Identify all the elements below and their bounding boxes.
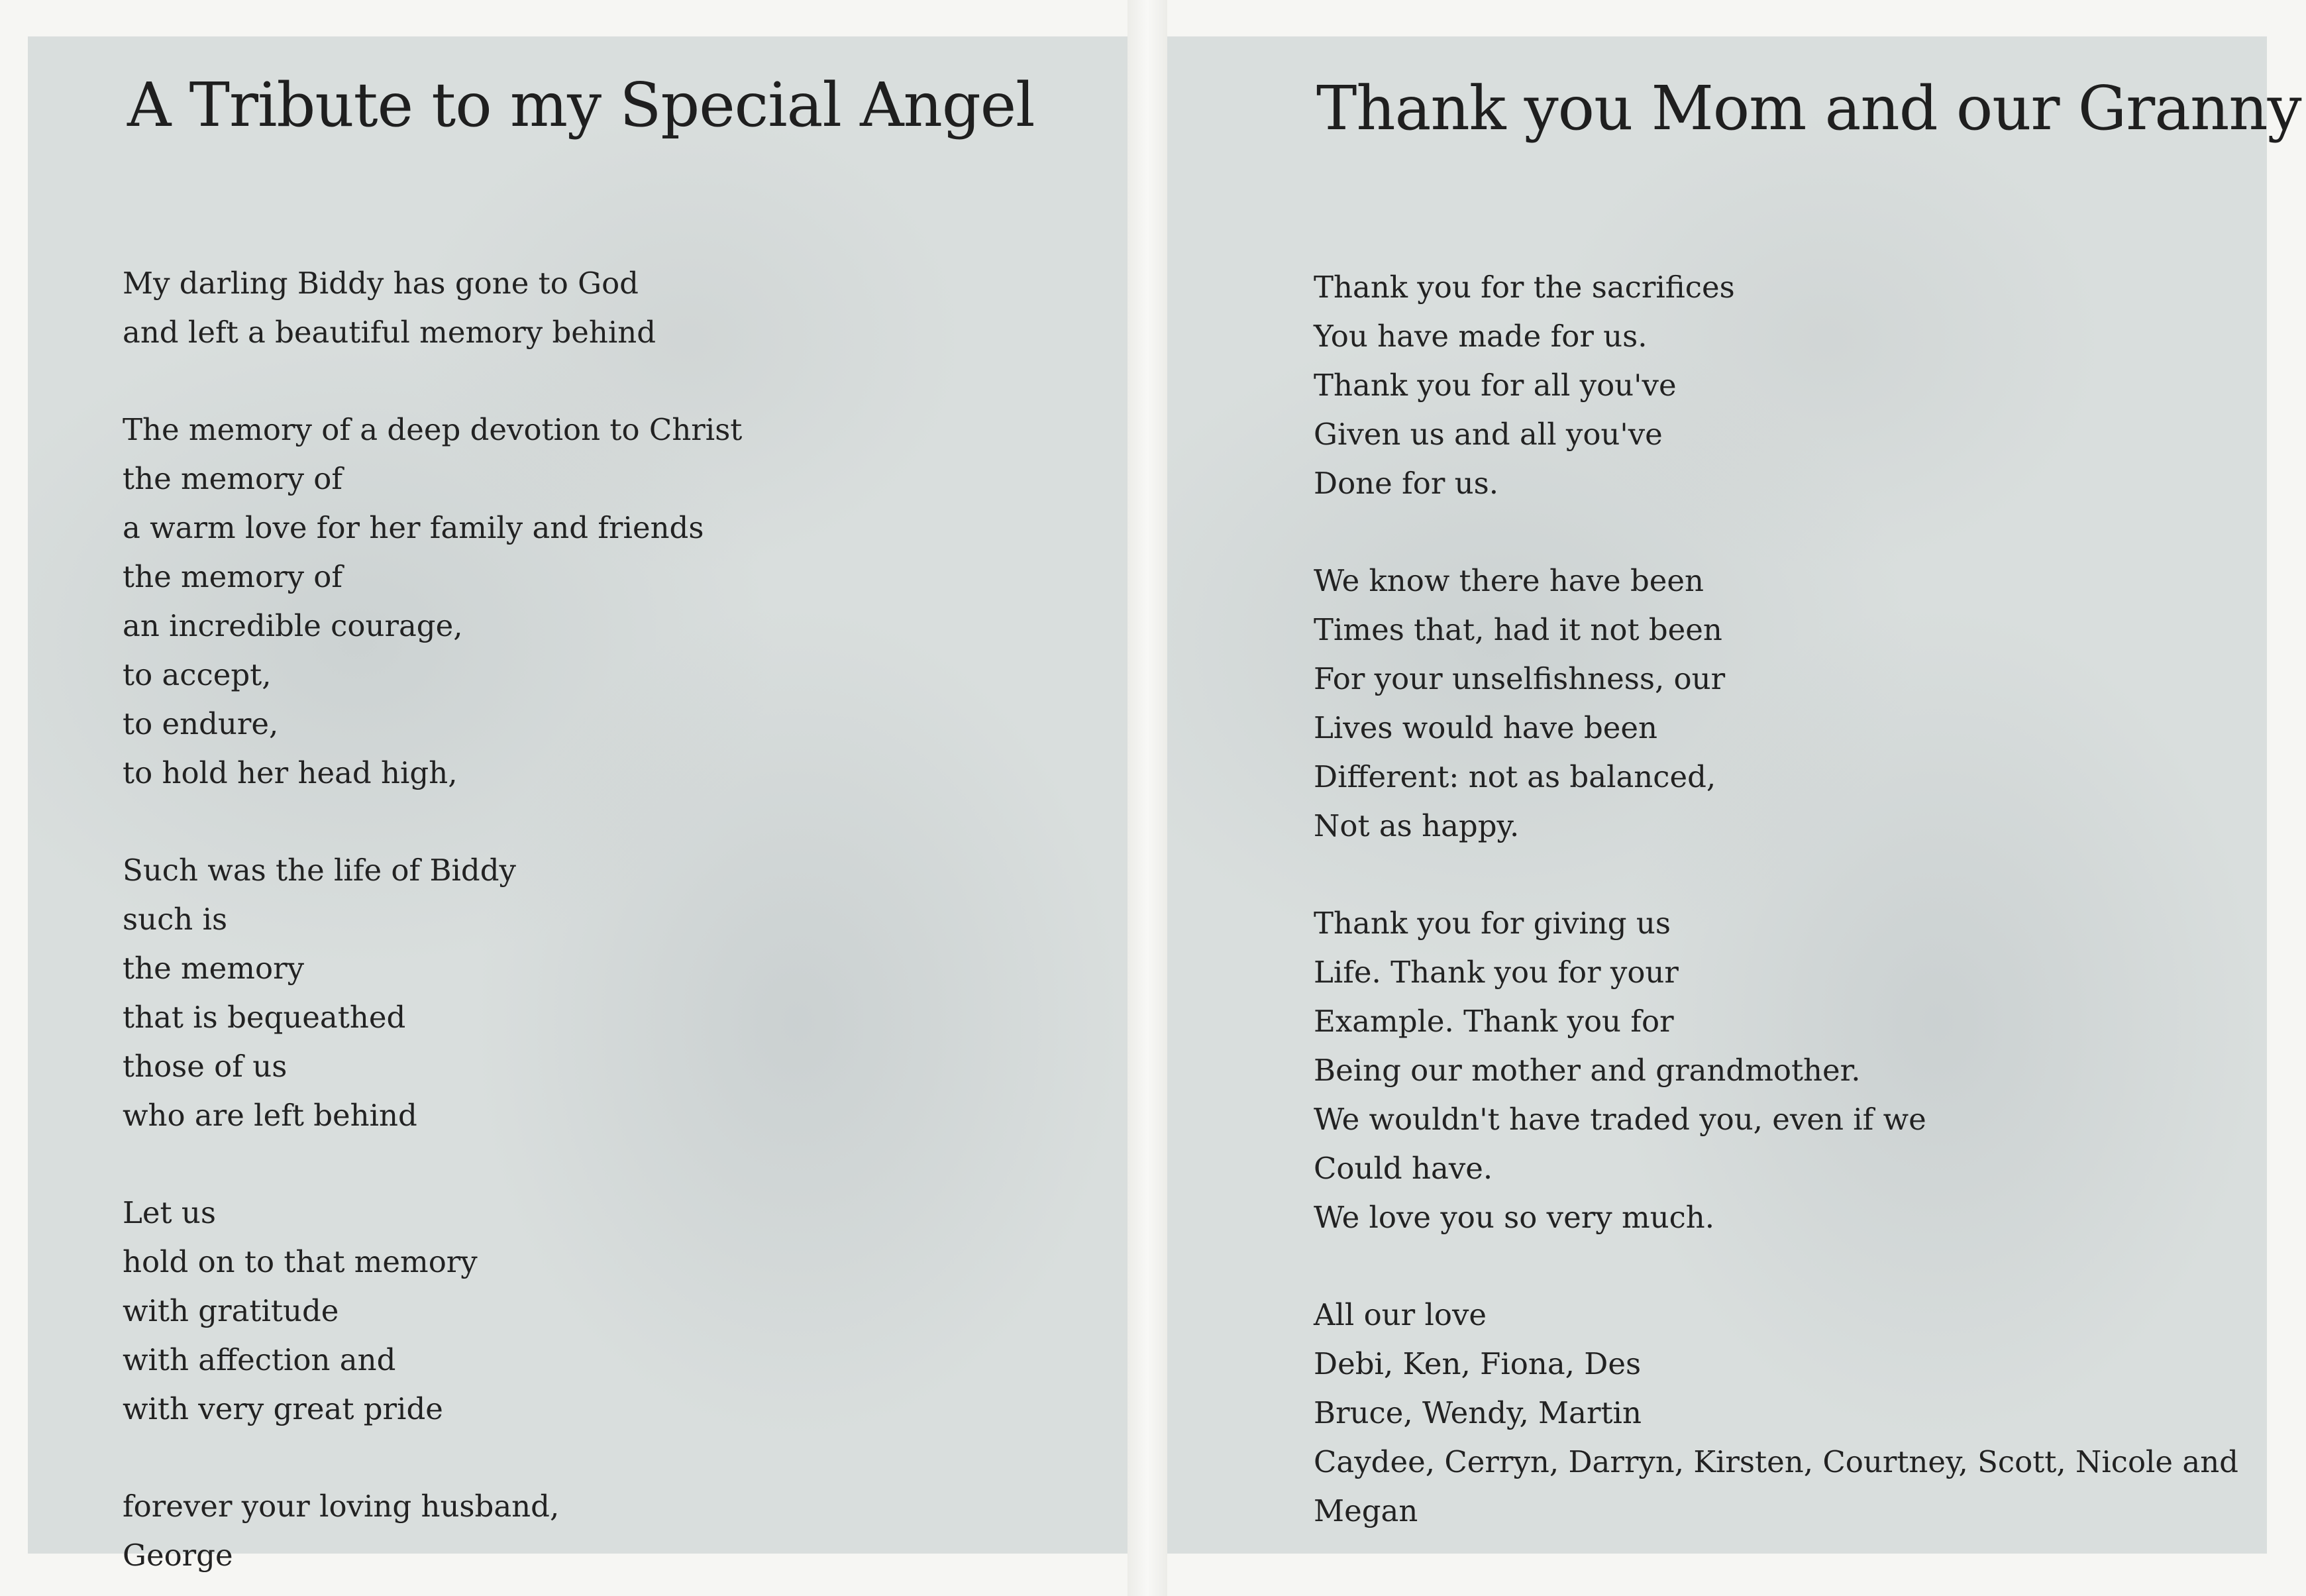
poem-line: Thank you for giving us — [1314, 906, 1671, 941]
poem-line: Times that, had it not been — [1314, 612, 1722, 647]
family-names: Bruce, Wendy, Martin — [1314, 1395, 1642, 1430]
poem-line: that is bequeathed — [123, 1000, 406, 1035]
poem-line: with very great pride — [123, 1391, 443, 1426]
poem-line: hold on to that memory — [123, 1244, 478, 1279]
poem-line: and left a beautiful memory behind — [123, 315, 656, 350]
poem-line: The memory of a deep devotion to Christ — [123, 412, 743, 447]
right-page — [1167, 36, 2301, 1554]
poem-line: Example. Thank you for — [1314, 1004, 1674, 1039]
poem-line: Let us — [123, 1195, 216, 1230]
poem-line: Thank you for the sacrifices — [1314, 270, 1735, 305]
poem-stanza — [123, 1189, 742, 1434]
poem-line: Life. Thank you for your — [1314, 955, 1679, 990]
poem-line: Thank you for all you've — [1314, 368, 1677, 403]
family-names: Debi, Ken, Fiona, Des — [1314, 1346, 1642, 1381]
poem-line: Being our mother and grandmother. — [1314, 1053, 1861, 1088]
poem-line: with gratitude — [123, 1293, 339, 1328]
poem-stanza — [123, 846, 742, 1140]
tribute-poem — [123, 259, 742, 1580]
poem-stanza — [1314, 899, 2238, 1242]
poem-stanza — [1314, 557, 2238, 851]
poem-line: Such was the life of Biddy — [123, 853, 516, 888]
poem-line: You have made for us. — [1314, 319, 1648, 354]
poem-line: For your unselfishness, our — [1314, 661, 1726, 696]
poem-line: with affection and — [123, 1342, 396, 1377]
left-page — [28, 36, 1127, 1573]
signature-stanza — [1314, 1291, 2238, 1536]
signature-name: George — [123, 1538, 233, 1573]
poem-line: Lives would have been — [1314, 710, 1658, 745]
signature-stanza — [123, 1482, 742, 1580]
poem-line: those of us — [123, 1049, 288, 1084]
poem-line: Could have. — [1314, 1151, 1493, 1186]
poem-line: an incredible courage, — [123, 608, 463, 643]
poem-line: We wouldn't have traded you, even if we — [1314, 1102, 1926, 1137]
poem-stanza — [1314, 263, 2238, 508]
poem-line: the memory of — [123, 461, 343, 496]
thank-you-poem — [1314, 263, 2238, 1536]
left-page-title: A Tribute to my Special Angel — [127, 70, 1035, 140]
right-page-title: Thank you Mom and our Granny — [1316, 73, 2301, 144]
poem-line: We know there have been — [1314, 563, 1704, 598]
poem-line: We love you so very much. — [1314, 1200, 1715, 1235]
poem-line: such is — [123, 902, 228, 937]
family-names: Megan — [1314, 1493, 1418, 1528]
poem-line: Different: not as balanced, — [1314, 759, 1716, 794]
poem-line: Done for us. — [1314, 466, 1499, 501]
poem-line: Given us and all you've — [1314, 417, 1663, 452]
center-fold — [1127, 0, 1167, 1596]
poem-line: the memory — [123, 951, 304, 986]
poem-line: to hold her head high, — [123, 755, 458, 790]
poem-line: to endure, — [123, 706, 279, 741]
poem-line: Not as happy. — [1314, 808, 1520, 843]
poem-line: who are left behind — [123, 1098, 417, 1133]
poem-line: My darling Biddy has gone to God — [123, 266, 639, 301]
poem-line: forever your loving husband, — [123, 1489, 560, 1524]
family-names: Caydee, Cerryn, Darryn, Kirsten, Courtney, Scott, Nicole and — [1314, 1444, 2238, 1479]
poem-line: a warm love for her family and friends — [123, 510, 704, 545]
poem-stanza — [123, 259, 742, 357]
poem-line: All our love — [1314, 1297, 1487, 1332]
poem-line: to accept, — [123, 657, 272, 692]
poem-line: the memory of — [123, 559, 343, 594]
poem-stanza — [123, 405, 742, 798]
